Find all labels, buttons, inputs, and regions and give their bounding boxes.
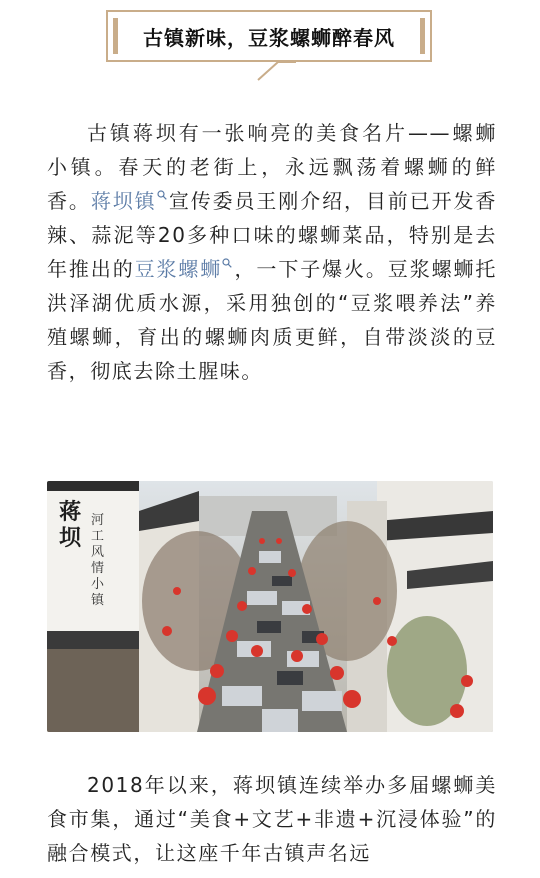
para2-text-1: 2018年以来，蒋坝镇连续举办多届螺蛳美食市集，通过“美食+文艺+非遗+沉浸体验”的融合模式，让这座千年古镇声名远 bbox=[47, 773, 497, 865]
para1-text-1: 古镇蒋坝有一张响亮的美食名片——螺蛳小镇。春天的老街上，永远飘荡着螺蛳的鲜香。 bbox=[47, 121, 497, 213]
link-soymilk-snail[interactable]: 豆浆螺蛳 bbox=[134, 257, 223, 281]
search-icon[interactable] bbox=[222, 258, 232, 268]
search-icon[interactable] bbox=[157, 190, 167, 200]
title-box bbox=[106, 10, 432, 62]
section-header bbox=[0, 0, 540, 84]
title-right-bar bbox=[420, 18, 425, 54]
street-photo-illustration bbox=[47, 481, 493, 732]
link-jiangba-town[interactable]: 蒋坝镇 bbox=[90, 189, 157, 213]
para1-text-3: ，一下子爆火。豆浆螺蛳托洪泽湖优质水源，采用独创的“豆浆喂养法”养殖螺蛳，育出的螺蛳肉质更鲜，自带淡淡的豆香，彻底去除土腥味。 bbox=[47, 257, 498, 383]
paragraph-1 bbox=[47, 116, 497, 388]
photo-sign-sub: 河工风情小镇 bbox=[91, 513, 105, 608]
paragraph-2 bbox=[47, 768, 497, 870]
speech-tail bbox=[256, 60, 296, 82]
photo-sign-main: 蒋坝 bbox=[59, 499, 82, 551]
street-photo[interactable] bbox=[47, 481, 493, 732]
para1-text-2: 宣传委员王刚介绍，目前已开发香辣、蒜泥等20多种口味的螺蛳菜品，特别是去年推出的 bbox=[47, 189, 498, 281]
title-left-bar bbox=[113, 18, 118, 54]
section-title: 古镇新味，豆浆螺蛳醉春风 bbox=[143, 25, 395, 50]
